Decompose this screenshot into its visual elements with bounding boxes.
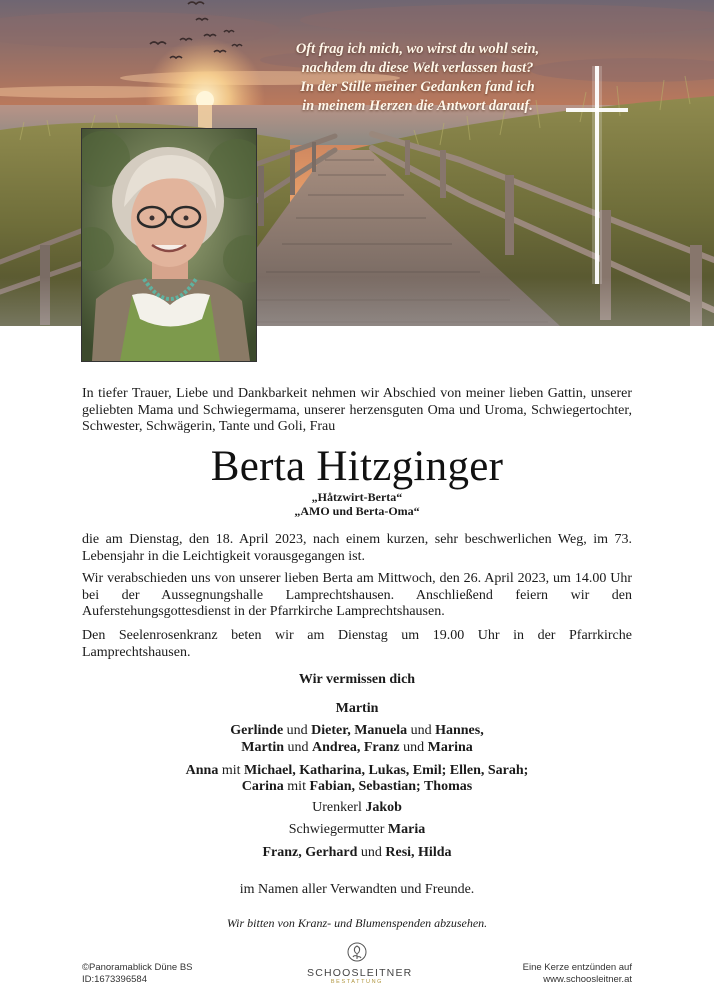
nicknames xyxy=(0,490,714,518)
mourner-name: Hannes, xyxy=(435,723,484,738)
deceased-name: Berta Hitzginger xyxy=(210,443,504,490)
portrait-photo xyxy=(81,128,257,362)
mourner-line xyxy=(0,844,714,861)
photo-credit xyxy=(82,962,193,986)
connector-text: und xyxy=(284,740,313,755)
mourner-name: Carina xyxy=(241,779,284,794)
connector-text: und xyxy=(283,723,312,738)
logo-name: SCHOOSLEITNER xyxy=(307,967,413,979)
mourner-name: Michael, Katharina, Lukas, Emil; Ellen, Sarah; xyxy=(244,763,529,778)
company-logo xyxy=(307,942,413,985)
mourner-name: Dieter, Manuela xyxy=(311,723,408,738)
mourner-name: Martin xyxy=(241,740,285,755)
mourner-line xyxy=(0,722,714,739)
mourner-name: Anna xyxy=(185,763,219,778)
mourner-line xyxy=(0,762,714,779)
death-paragraph: die am Dienstag, den 18. April 2023, nach einem kurzen, sehr beschwerlichen Weg, im 73. Lebensjahr in die Leichtigkeit vorausgegangen ist. xyxy=(82,532,632,564)
mourner-name: Marina xyxy=(427,740,473,755)
credit-line: ©Panoramablick Düne BS xyxy=(82,962,193,973)
connector-text: und xyxy=(399,740,428,755)
mourner-name: Gerlinde xyxy=(230,723,284,738)
connector-text: und xyxy=(407,723,436,738)
intro-text: In tiefer Trauer, Liebe und Dankbarkeit nehmen wir Abschied von meiner lieben Gattin, unserer geliebten Mama und Schwiegermama, unserer herzensguten Oma und Uroma, Schwiegertochter, Schwester, Schwägerin, Tante und Goli, Frau xyxy=(82,386,632,434)
connector-text: Schwiegermutter xyxy=(288,822,388,837)
funeral-paragraph: Wir verabschieden uns von unserer lieben Berta am Mittwoch, den 26. April 2023, um 14.00 Uhr bei der Aussegnungshalle Lamprechtshausen. Anschließend feiern wir den Auferstehungsgottesdienst in der Pfarrkirche Lamprechtshausen. xyxy=(82,571,632,619)
mourner-name: Franz, Gerhard xyxy=(262,845,358,860)
poem-line: in meinem Herzen die Antwort darauf. xyxy=(302,98,533,114)
rosary-paragraph: Den Seelenrosenkranz beten wir am Dienstag um 19.00 Uhr in der Pfarrkirche Lamprechtshausen. xyxy=(82,628,632,660)
poem-line: nachdem du diese Welt verlassen hast? xyxy=(301,60,534,76)
mourner-name: Fabian, Sebastian; Thomas xyxy=(309,779,473,794)
portrait-image xyxy=(82,129,256,361)
nickname: „Håtzwirt-Berta“ xyxy=(311,490,403,504)
mourner-name: Martin xyxy=(335,701,379,716)
mourner-name: Resi, Hilda xyxy=(385,845,452,860)
flowers-note: Wir bitten von Kranz- und Blumenspenden abzusehen. xyxy=(226,916,488,930)
candle-text: Eine Kerze entzünden auf xyxy=(522,962,632,973)
credit-id: ID:1673396584 xyxy=(82,974,147,985)
website-link[interactable]: www.schoosleitner.at xyxy=(543,974,632,985)
mourner-line xyxy=(0,778,714,795)
connector-text: Urenkerl xyxy=(312,800,366,815)
mourner-line xyxy=(0,821,714,838)
connector-text: mit xyxy=(283,779,310,794)
poem-line: In der Stille meiner Gedanken fand ich xyxy=(300,79,535,95)
mourners-heading: Wir vermissen dich xyxy=(298,672,416,687)
mourner-line xyxy=(0,700,714,717)
poem-line: Oft frag ich mich, wo wirst du wohl sein, xyxy=(295,41,540,57)
memorial-poem xyxy=(250,40,585,116)
all-relatives-line: im Namen aller Verwandten und Freunde. xyxy=(239,882,475,897)
logo-subtitle: BESTATTUNG xyxy=(330,979,384,985)
mourner-line xyxy=(0,739,714,756)
connector-text: mit xyxy=(218,763,245,778)
mourner-name: Jakob xyxy=(365,800,402,815)
connector-text: und xyxy=(357,845,386,860)
mourner-line xyxy=(0,799,714,816)
mourner-name: Andrea, Franz xyxy=(312,740,400,755)
nickname: „AMO und Berta-Oma“ xyxy=(294,504,420,518)
candle-link[interactable] xyxy=(523,962,632,986)
rose-icon xyxy=(347,942,367,962)
mourner-name: Maria xyxy=(387,822,426,837)
